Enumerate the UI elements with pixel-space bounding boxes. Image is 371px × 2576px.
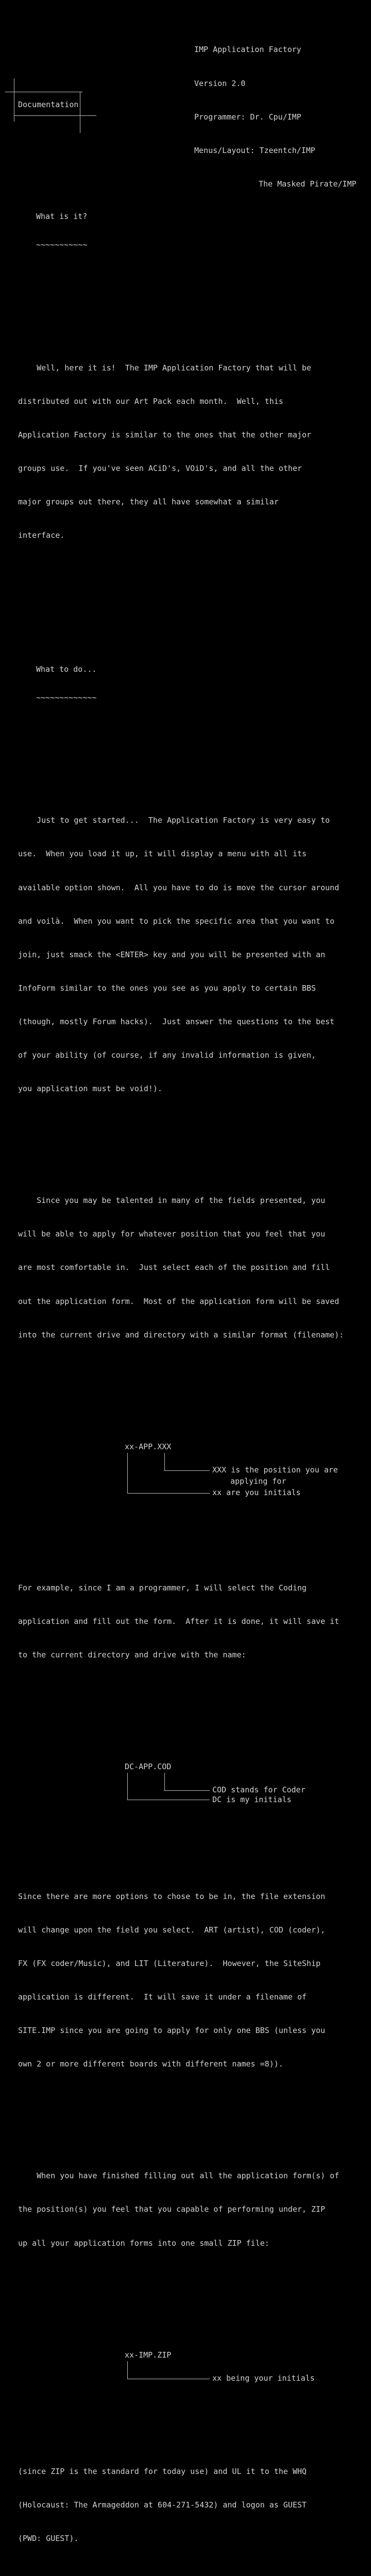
- documentation-label: Documentation: [18, 100, 79, 109]
- credits-menus: Menus/Layout: Tzeentch/IMP: [194, 145, 315, 155]
- diagram-2-label-cod: COD stands for Coder: [212, 1785, 306, 1794]
- what-to-do-para-1: Just to get started... The Application Factory is very easy to use. When you load it up, it will display a menu with all its available option shown. All you have to do is move the cursor around and voilà. When you want to pick the specific area that you want to join, just smack the <ENTER> key and you will be presented with an InfoForm similar to the ones you see as you apply to certain BBS (though, mostly Forum hacks). Just answer the questions to the best of your ability (of course, if any invalid information is given, you application must be void!).: [18, 816, 340, 1094]
- credits-title: IMP Application Factory: [194, 45, 301, 55]
- what-to-do-para-5: When you have finished filling out all the application form(s) of the position(s) you feel that you capable of performing under, ZIP up all your application forms into one small ZIP file:: [18, 2171, 340, 2248]
- what-to-do-para-2: Since you may be talented in many of the fields presented, you will be able to apply for whatever position that you feel that you are most comfortable in. Just select each of the position and fill out the application form. Most of the application form will be saved into the current drive and directory with a similar format (filename):: [18, 1196, 344, 1340]
- diagram-2-label-dc: DC is my initials: [212, 1794, 292, 1804]
- filename-diagram-3: [18, 2350, 348, 2383]
- what-is-it-body: Well, here it is! The IMP Application Factory that will be distributed out with our Art Pack each month. Well, this Application Factory is similar to the ones that the other major groups use. If you've seen ACiD's, VOiD's, and all the other major groups out there, they all have somewhat a similar interface.: [18, 363, 311, 540]
- diagram-1-label-position: XXX is the position you are: [212, 1465, 338, 1475]
- what-to-do-para-4: Since there are more options to chose to be in, the file extension will change upon the field you select. ART (artist), COD (coder), FX (FX coder/Music), and LIT (Literature). However, the SiteShip application is different. It will save it under a filename of SITE.IMP since you are going to apply for only one BBS (unless you own 2 or more different boards with different names =8)).: [18, 1891, 326, 2069]
- diagram-3-label: xx being your initials: [212, 2373, 315, 2383]
- section-heading-what-to-do: What to do... ~~~~~~~~~~~~~: [36, 664, 97, 703]
- section-heading-what-is-it: What is it? ~~~~~~~~~~~: [36, 212, 88, 250]
- credits-menus-2: The Masked Pirate/IMP: [259, 179, 357, 189]
- what-to-do-para-6: (since ZIP is the standard for today use) and UL it to the WHQ (Holocaust: The Armageddon at 604-271-5432) and logon as GUEST (PWD: GUEST).: [18, 2466, 307, 2543]
- what-to-do-para-3: For example, since I am a programmer, I will select the Coding application and fill out the form. After it is done, it will save it to the current directory and drive with the name:: [18, 1583, 340, 1659]
- diagram-2-filename: DC-APP.COD: [125, 1761, 172, 1771]
- filename-diagram-2: [18, 1761, 348, 1804]
- diagram-1-filename: xx-APP.XXX: [125, 1442, 172, 1451]
- diagram-3-filename: xx-IMP.ZIP: [125, 2350, 172, 2360]
- document-body: [18, 144, 348, 2576]
- diagram-1-label-initials: xx are you initials: [212, 1487, 301, 1497]
- diagram-1-label-applying: applying for: [230, 1476, 286, 1486]
- box-bottom-line: [14, 115, 96, 116]
- credits-version: Version 2.0: [194, 78, 246, 88]
- credits-programmer: Programmer: Dr. Cpu/IMP: [194, 112, 301, 122]
- filename-diagram-1: [18, 1442, 348, 1497]
